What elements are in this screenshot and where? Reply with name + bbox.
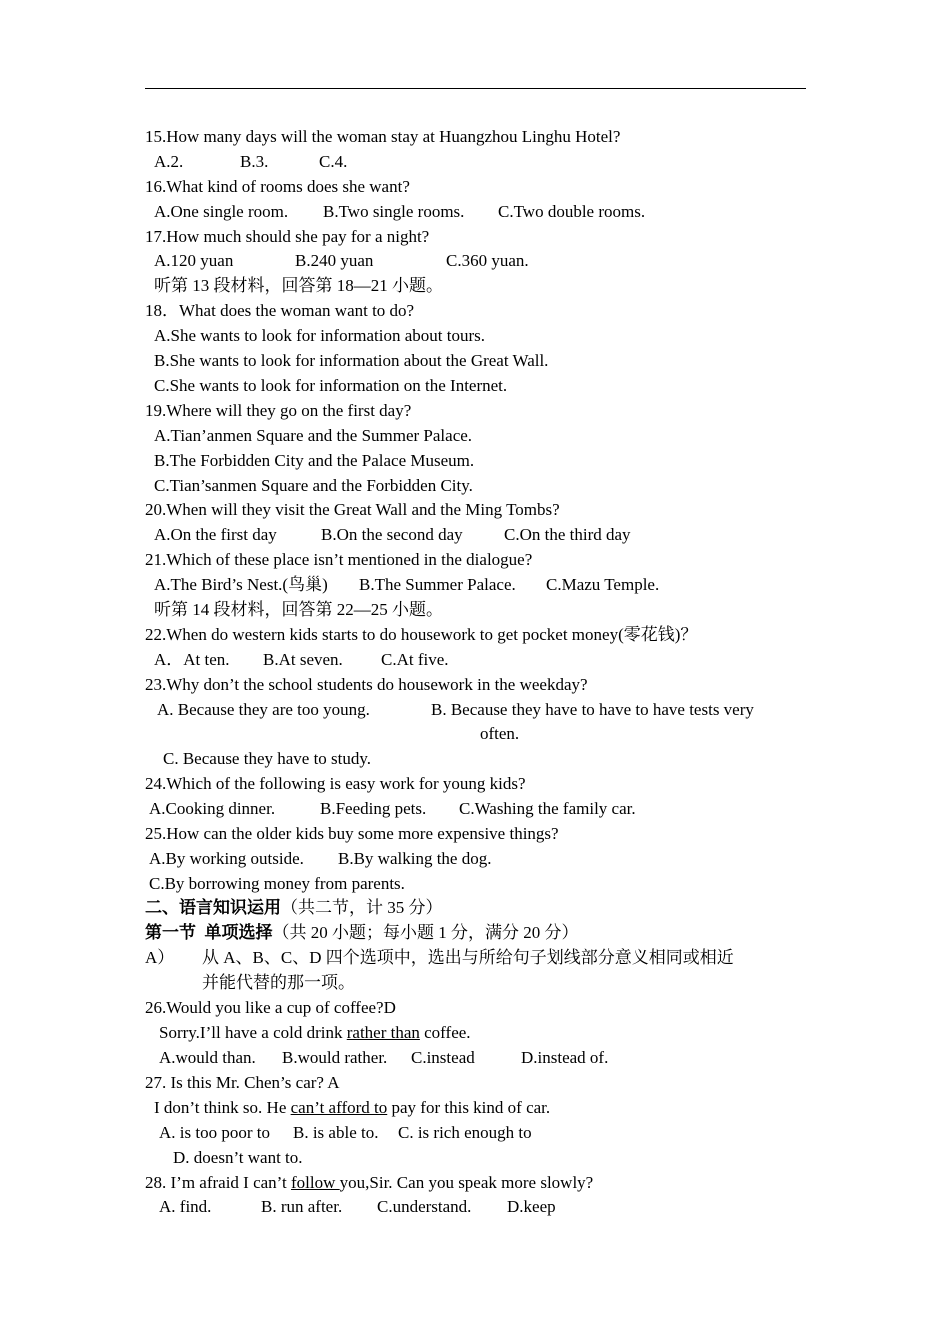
section-1-heading xyxy=(145,923,579,943)
question-27: 27. Is this Mr. Chen’s car? A xyxy=(145,1073,340,1092)
q23-option-c: C. Because they have to study. xyxy=(163,749,372,768)
q27-option-a: A. is too poor to xyxy=(159,1123,270,1142)
q18-option-c: C.She wants to look for information on the Internet. xyxy=(154,376,508,395)
q15-option-b: B.3. xyxy=(240,152,269,171)
q27-sentence-post: pay for this kind of car. xyxy=(387,1098,551,1117)
q22-option-a: A．At ten. xyxy=(154,650,230,669)
q26-underlined: rather than xyxy=(346,1023,420,1042)
q19-option-a: A.Tian’anmen Square and the Summer Palace. xyxy=(154,426,473,445)
q17-option-b: B.240 yuan xyxy=(295,251,374,270)
q27-option-b: B. is able to. xyxy=(293,1123,379,1142)
q19-option-b: B.The Forbidden City and the Palace Museum. xyxy=(154,451,475,470)
q24-option-c: C.Washing the family car. xyxy=(459,799,636,818)
question-20: 20.When will they visit the Great Wall and the Ming Tombs? xyxy=(145,500,560,519)
question-23: 23.Why don’t the school students do housework in the weekday? xyxy=(145,675,588,694)
section-1-heading-rest: （共 20 小题；每小题 1 分，满分 20 分） xyxy=(272,923,579,942)
q16-option-a: A.One single room. xyxy=(154,202,289,221)
part-2-heading xyxy=(145,898,443,918)
instruction-line-1: 从 A、B、C、D 四个选项中，选出与所给句子划线部分意义相同或相近 xyxy=(202,948,734,967)
q28-option-a: A. find. xyxy=(159,1197,212,1216)
question-26: 26.Would you like a cup of coffee?D xyxy=(145,998,396,1017)
part-2-heading-rest: （共二节，计 35 分） xyxy=(281,898,443,917)
q25-option-b: B.By walking the dog. xyxy=(338,849,492,868)
q27-underlined: can’t afford to xyxy=(290,1098,388,1117)
question-24: 24.Which of the following is easy work for young kids? xyxy=(145,774,526,793)
section-14-instruction: 听第 14 段材料，回答第 22—25 小题。 xyxy=(154,600,443,619)
q17-option-c: C.360 yuan. xyxy=(446,251,529,270)
q28-option-c: C.understand. xyxy=(377,1197,472,1216)
q26-option-c: C.instead xyxy=(411,1048,475,1067)
question-16: 16.What kind of rooms does she want? xyxy=(145,177,410,196)
q21-option-b: B.The Summer Palace. xyxy=(359,575,516,594)
q27-option-d: D. doesn’t want to. xyxy=(173,1148,303,1167)
q26-sentence xyxy=(159,1023,471,1043)
part-2-heading-bold: 二、语言知识运用 xyxy=(145,898,281,917)
question-22: 22.When do western kids starts to do housework to get pocket money(零花钱)？ xyxy=(145,625,698,644)
q26-option-a: A.would than. xyxy=(159,1048,256,1067)
q21-option-a: A.The Bird’s Nest.(鸟巢) xyxy=(154,575,328,594)
q26-option-d: D.instead of. xyxy=(521,1048,609,1067)
q17-option-a: A.120 yuan xyxy=(154,251,234,270)
question-19: 19.Where will they go on the first day? xyxy=(145,401,412,420)
q18-option-a: A.She wants to look for information about tours. xyxy=(154,326,485,345)
q28-sentence-pre: 28. I’m afraid I can’t xyxy=(145,1173,292,1192)
q28-option-d: D.keep xyxy=(507,1197,556,1216)
q28-underlined: follow xyxy=(291,1173,340,1192)
q28-option-b: B. run after. xyxy=(261,1197,343,1216)
q27-option-c: C. is rich enough to xyxy=(398,1123,532,1142)
q26-sentence-post: coffee. xyxy=(419,1023,471,1042)
q25-option-c: C.By borrowing money from parents. xyxy=(149,874,405,893)
q27-sentence-pre: I don’t think so. He xyxy=(154,1098,291,1117)
q20-option-b: B.On the second day xyxy=(321,525,463,544)
q23-option-b: B. Because they have to have to have tests very xyxy=(431,700,754,719)
instruction-line-2: 并能代替的那一项。 xyxy=(202,973,355,992)
q25-option-a: A.By working outside. xyxy=(149,849,304,868)
question-25: 25.How can the older kids buy some more expensive things? xyxy=(145,824,559,843)
section-1-heading-bold: 第一节 单项选择 xyxy=(145,923,273,942)
q24-option-b: B.Feeding pets. xyxy=(320,799,427,818)
question-17: 17.How much should she pay for a night? xyxy=(145,227,430,246)
question-21: 21.Which of these place isn’t mentioned in the dialogue? xyxy=(145,550,533,569)
q20-option-c: C.On the third day xyxy=(504,525,631,544)
q19-option-c: C.Tian’sanmen Square and the Forbidden City. xyxy=(154,476,473,495)
q23-option-a: A. Because they are too young. xyxy=(157,700,370,719)
q16-option-c: C.Two double rooms. xyxy=(498,202,646,221)
q22-option-c: C.At five. xyxy=(381,650,449,669)
q27-sentence xyxy=(154,1098,550,1118)
question-28 xyxy=(145,1173,593,1193)
header-rule xyxy=(145,88,806,89)
section-13-instruction: 听第 13 段材料，回答第 18—21 小题。 xyxy=(154,276,443,295)
q20-option-a: A.On the first day xyxy=(154,525,277,544)
q24-option-a: A.Cooking dinner. xyxy=(149,799,276,818)
q22-option-b: B.At seven. xyxy=(263,650,343,669)
instruction-label: A） xyxy=(145,948,175,967)
q28-sentence-post: you,Sir. Can you speak more slowly? xyxy=(339,1173,594,1192)
q26-sentence-pre: Sorry.I’ll have a cold drink xyxy=(159,1023,347,1042)
q26-option-b: B.would rather. xyxy=(282,1048,388,1067)
q23-option-b-continued: often. xyxy=(480,724,520,743)
q18-option-b: B.She wants to look for information about the Great Wall. xyxy=(154,351,549,370)
q21-option-c: C.Mazu Temple. xyxy=(546,575,660,594)
q15-option-c: C.4. xyxy=(319,152,348,171)
question-18: 18．What does the woman want to do? xyxy=(145,301,415,320)
q15-option-a: A.2. xyxy=(154,152,184,171)
q16-option-b: B.Two single rooms. xyxy=(323,202,465,221)
question-15: 15.How many days will the woman stay at Huangzhou Linghu Hotel? xyxy=(145,127,621,146)
